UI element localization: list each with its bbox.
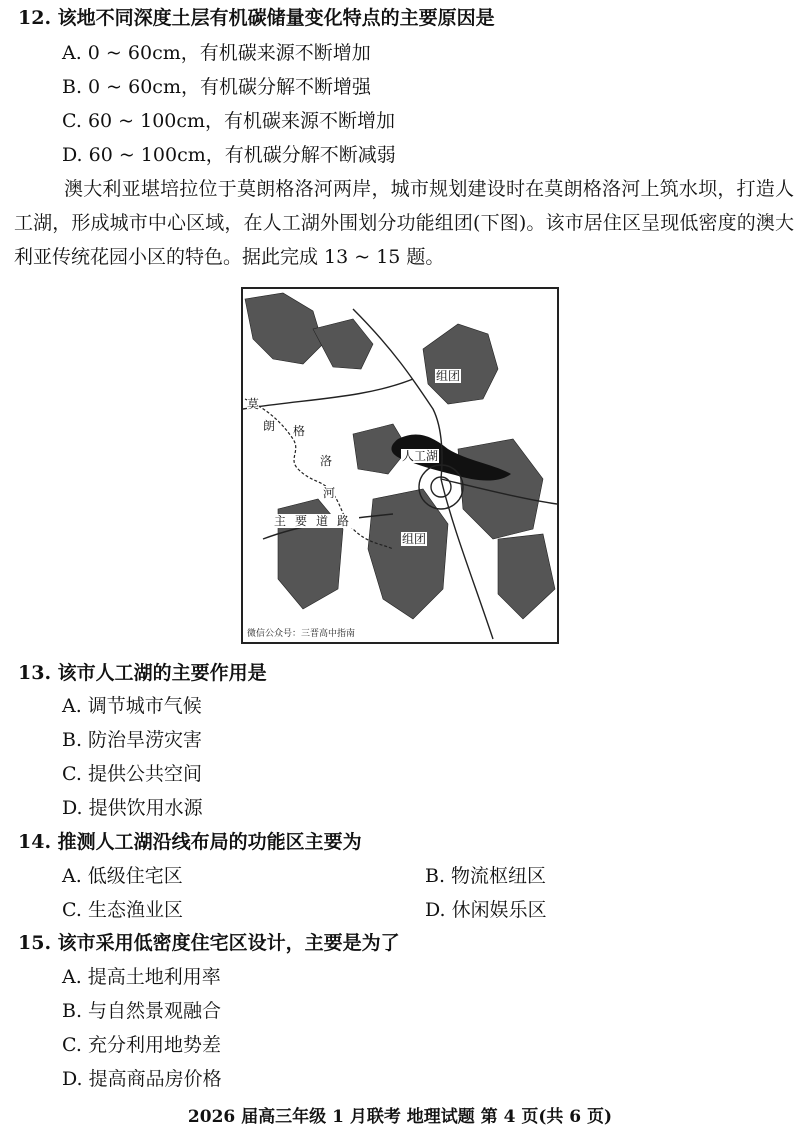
q14-option-a: A. 低级住宅区 — [62, 865, 183, 887]
q14-option-b: B. 物流枢纽区 — [425, 865, 547, 887]
road-west — [243, 379, 413, 409]
q12-title: 12. 该地不同深度土层有机碳储量变化特点的主要原因是 — [18, 7, 495, 29]
map-watermark: 微信公众号：三晋高中指南 — [247, 629, 356, 639]
urban-area-east — [458, 439, 543, 539]
q13-title: 13. 该市人工湖的主要作用是 — [18, 662, 267, 684]
map-label-cluster-bottom: 组团 — [402, 532, 427, 546]
q15-option-a: A. 提高土地利用率 — [62, 966, 221, 988]
q12-option-c: C. 60 ~ 100cm，有机碳来源不断增加 — [62, 110, 396, 132]
q12-option-b: B. 0 ~ 60cm，有机碳分解不断增强 — [62, 76, 371, 98]
map-drawing — [243, 289, 557, 642]
q12-option-d: D. 60 ~ 100cm，有机碳分解不断减弱 — [62, 144, 396, 166]
q12-option-a: A. 0 ~ 60cm，有机碳来源不断增加 — [62, 42, 371, 64]
city-map-figure — [241, 287, 559, 644]
urban-area-northeast — [423, 324, 498, 404]
map-label-lake: 人工湖 — [402, 449, 439, 463]
map-label-river-char: 洛 — [320, 454, 333, 468]
q15-option-b: B. 与自然景观融合 — [62, 1000, 222, 1022]
q14-option-c: C. 生态渔业区 — [62, 899, 183, 921]
q13-option-a: A. 调节城市气候 — [62, 695, 202, 717]
q14-option-d: D. 休闲娱乐区 — [425, 899, 547, 921]
map-label-river-char: 朗 — [263, 419, 276, 433]
q15-option-d: D. 提高商品房价格 — [62, 1068, 222, 1090]
map-label-main-road: 主要道路 — [274, 514, 359, 528]
urban-area-northwest — [245, 293, 323, 364]
q15-title: 15. 该市采用低密度住宅区设计，主要是为了 — [18, 932, 400, 954]
map-label-river-char: 河 — [323, 486, 336, 500]
map-label-cluster-top: 组团 — [436, 369, 461, 383]
q15-option-c: C. 充分利用地势差 — [62, 1034, 221, 1056]
passage-text: 澳大利亚堪培拉位于莫朗格洛河两岸，城市规划建设时在莫朗格洛河上筑水坝，打造人工湖，形成城市中心区域，在人工湖外围划分功能组团(下图)。该市居住区呈现低密度的澳大利亚传统花园小区的特色。据此完成 13 ~ 15 题。 — [14, 178, 794, 268]
q14-title: 14. 推测人工湖沿线布局的功能区主要为 — [18, 831, 362, 853]
map-label-river-char: 格 — [293, 424, 306, 438]
page-footer: 2026 届高三年级 1 月联考 地理试题 第 4 页(共 6 页) — [187, 1107, 613, 1127]
urban-area-southeast — [498, 534, 555, 619]
q13-option-c: C. 提供公共空间 — [62, 763, 202, 785]
urban-area-north — [313, 319, 373, 369]
map-label-river-char: 莫 — [247, 397, 260, 411]
q13-option-d: D. 提供饮用水源 — [62, 797, 203, 819]
q13-option-b: B. 防治旱涝灾害 — [62, 729, 203, 751]
